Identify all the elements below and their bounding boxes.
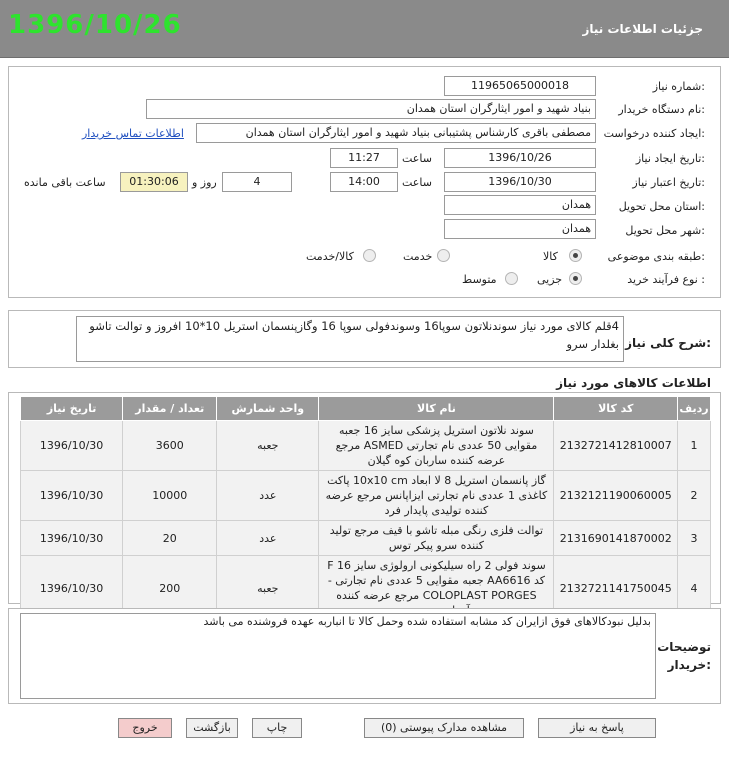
item-unit: جعبه: [217, 421, 319, 471]
item-unit: عدد: [217, 471, 319, 521]
back-button[interactable]: بازگشت: [186, 718, 238, 738]
item-code: 2132721412810007: [554, 421, 678, 471]
col-date: تاریخ نیاز: [21, 397, 123, 421]
validity-label: تاریخ اعتبار نیاز:: [632, 176, 705, 189]
table-row: [21, 471, 711, 521]
city-label: شهر محل تحویل:: [625, 224, 705, 237]
exit-button[interactable]: خروج: [118, 718, 172, 738]
created-time-label: ساعت: [402, 152, 432, 165]
process-radio-medium[interactable]: [505, 272, 518, 285]
created-date-field: 1396/10/26: [444, 148, 596, 168]
province-label: استان محل تحویل:: [618, 200, 705, 213]
category-option-goods: کالا: [543, 250, 558, 263]
item-name: سوند نلاتون استریل پزشکی سایز 16 جعبه مقوایی 50 عددی نام تجارتی ASMED مرجع عرضه کننده ساربان کوه گیلان: [319, 421, 554, 471]
page-header: [0, 0, 729, 58]
created-date-label: تاریخ ایجاد نیاز:: [635, 152, 705, 165]
item-code: 2132721141750045: [554, 556, 678, 621]
items-section-title: اطلاعات کالاهای مورد نیاز: [556, 376, 711, 390]
process-radio-minor[interactable]: [569, 272, 582, 285]
item-date: 1396/10/30: [21, 521, 123, 556]
item-unit: جعبه: [217, 556, 319, 621]
buyer-org-field: بنیاد شهید و امور ایثارگران استان همدان: [146, 99, 596, 119]
summary-textarea[interactable]: 4قلم کالای مورد نیاز سوندنلاتون سوپا16 وسوندفولی سوپا 16 وگازپنسمان استریل 10*10 افروز و توالت تاشو بغلدار سرو: [76, 316, 624, 362]
validity-time-field: 14:00: [330, 172, 398, 192]
process-option-minor: جزیی: [537, 273, 563, 286]
item-code: 2132121190060005: [554, 471, 678, 521]
col-unit: واحد شمارش: [217, 397, 319, 421]
created-time-field: 11:27: [330, 148, 398, 168]
summary-label: شرح کلی نیاز:: [625, 336, 711, 350]
table-row: [21, 421, 711, 471]
city-field: همدان: [444, 219, 596, 239]
item-date: 1396/10/30: [21, 421, 123, 471]
validity-date-field: 1396/10/30: [444, 172, 596, 192]
buyer-contact-link[interactable]: اطلاعات تماس خریدار: [82, 127, 184, 140]
row-number: 1: [678, 421, 711, 471]
table-row: [21, 521, 711, 556]
item-unit: عدد: [217, 521, 319, 556]
category-radio-service[interactable]: [437, 249, 450, 262]
buyer-notes-textarea[interactable]: بدلیل نبودکالاهای فوق ازایران کد مشابه استفاده شده وحمل کالا تا انباربه عهده فروشنده می باشد: [20, 613, 656, 699]
category-label: طبقه بندی موضوعی:: [607, 250, 705, 263]
reply-button[interactable]: پاسخ به نیاز: [538, 718, 656, 738]
col-qty: تعداد / مقدار: [123, 397, 217, 421]
col-name: نام کالا: [319, 397, 554, 421]
item-qty: 200: [123, 556, 217, 621]
col-row: ردیف: [678, 397, 711, 421]
item-date: 1396/10/30: [21, 556, 123, 621]
page-title: جزئیات اطلاعات نیاز: [582, 22, 703, 36]
item-code: 2131690141870002: [554, 521, 678, 556]
category-radio-goods[interactable]: [569, 249, 582, 262]
process-label: نوع فرآیند خرید :: [627, 273, 705, 286]
requester-field: مصطفی باقری کارشناس پشتیبانی بنیاد شهید و امور ایثارگران استان همدان: [196, 123, 596, 143]
days-field: 4: [222, 172, 292, 192]
category-option-goods-service: کالا/خدمت: [306, 250, 354, 263]
print-button[interactable]: چاپ: [252, 718, 302, 738]
requester-label: ایجاد کننده درخواست:: [603, 127, 705, 140]
remaining-label: ساعت باقی مانده: [24, 176, 106, 189]
item-qty: 10000: [123, 471, 217, 521]
need-number-label: شماره نیاز:: [652, 80, 705, 93]
attachments-button[interactable]: مشاهده مدارک پیوستی (0): [364, 718, 524, 738]
need-number-field: 11965065000018: [444, 76, 596, 96]
items-table: [20, 396, 711, 621]
category-option-service: خدمت: [403, 250, 433, 263]
header-date: 1396/10/26: [8, 10, 182, 40]
row-number: 4: [678, 556, 711, 621]
days-label: روز و: [192, 176, 217, 189]
buyer-notes-label-line1: توضیحات: [657, 640, 711, 654]
row-number: 3: [678, 521, 711, 556]
remaining-time-field: 01:30:06: [120, 172, 188, 192]
process-option-medium: متوسط: [462, 273, 497, 286]
item-qty: 20: [123, 521, 217, 556]
validity-time-label: ساعت: [402, 176, 432, 189]
buyer-org-label: نام دستگاه خریدار:: [618, 103, 705, 116]
col-code: کد کالا: [554, 397, 678, 421]
category-radio-goods-service[interactable]: [363, 249, 376, 262]
row-number: 2: [678, 471, 711, 521]
buyer-notes-label-line2: خریدار:: [667, 658, 711, 672]
item-name: گاز پانسمان استریل 8 لا ابعاد 10x10 cm پاکت کاغذی 1 عددی نام تجارتی ایزاپانس مرجع عرضه کننده تولیدی پایدار فرد: [319, 471, 554, 521]
item-name: سوند فولی 2 راه سیلیکونی ارولوژی سایز 16 F کد AA6616 جعبه مقوایی 5 عددی نام تجارتی -COLOPLAST PORGES مرجع عرضه کننده: [319, 556, 554, 621]
item-name: توالت فلزی رنگی مبله تاشو با قیف مرجع تولید کننده سرو پیکر توس: [319, 521, 554, 556]
item-date: 1396/10/30: [21, 471, 123, 521]
item-qty: 3600: [123, 421, 217, 471]
province-field: همدان: [444, 195, 596, 215]
